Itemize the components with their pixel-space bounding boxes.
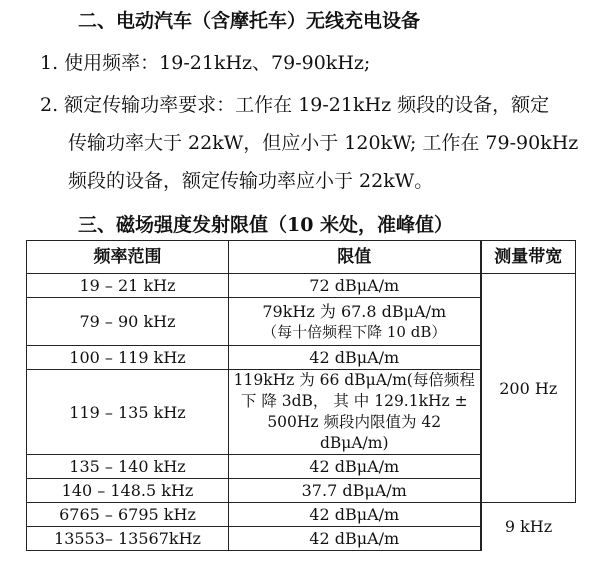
cell-bandwidth-9khz: 9 kHz: [481, 503, 576, 551]
header-bandwidth: 测量带宽: [481, 241, 576, 274]
limit-line: 37.7 dBμA/m: [301, 481, 407, 500]
cell-limit: [229, 455, 481, 479]
limit-line: 72 dBμA/m: [309, 276, 400, 295]
header-frequency-range: 频率范围: [27, 241, 229, 274]
item-frequency: 1. 使用频率：19-21kHz、79-90kHz;: [40, 52, 371, 74]
limit-line: 42 dBμA/m: [309, 529, 400, 548]
table-row: [27, 274, 576, 298]
limit-line: 下 降 3dB， 其 中 129.1kHz ±: [240, 392, 468, 410]
limit-line: 79kHz 为 67.8 dBμA/m: [262, 301, 447, 321]
cell-frequency: 100 – 119 kHz: [27, 346, 229, 370]
cell-limit: [229, 479, 481, 503]
cell-limit: [229, 527, 481, 551]
cell-limit: [229, 370, 481, 455]
header-limit: 限值: [229, 241, 481, 274]
item-power-line-2: 传输功率大于 22kW，但应小于 120kW; 工作在 79-90kHz: [68, 132, 579, 154]
cell-limit: [229, 503, 481, 527]
cell-bandwidth-200hz: 200 Hz: [481, 274, 576, 503]
cell-frequency: 140 – 148.5 kHz: [27, 479, 229, 503]
cell-limit: [229, 298, 481, 346]
cell-limit: [229, 346, 481, 370]
section-heading-limits: 三、磁场强度发射限值（10 米处，准峰值）: [78, 214, 454, 236]
limits-table: [26, 240, 576, 551]
limit-line: 119kHz 为 66 dBμA/m(每倍频程: [233, 371, 475, 389]
cell-frequency: 79 – 90 kHz: [27, 298, 229, 346]
cell-frequency: 19 – 21 kHz: [27, 274, 229, 298]
limit-line: 42 dBμA/m: [309, 348, 400, 367]
cell-frequency: 135 – 140 kHz: [27, 455, 229, 479]
cell-frequency: 119 – 135 kHz: [27, 370, 229, 455]
limit-line: （每十倍频程下降 10 dB）: [262, 322, 447, 341]
item-power-line-3: 频段的设备，额定传输功率应小于 22kW。: [68, 170, 434, 192]
limit-line: 42 dBμA/m: [309, 457, 400, 476]
limit-line: 500Hz 频段内限值为 42 dBμA/m): [267, 413, 442, 452]
table-row: [27, 503, 576, 527]
section-heading-wireless-charging: 二、电动汽车（含摩托车）无线充电设备: [78, 10, 421, 32]
item-power-line-1: 2. 额定传输功率要求：工作在 19-21kHz 频段的设备，额定: [40, 94, 550, 116]
cell-frequency: 6765 – 6795 kHz: [27, 503, 229, 527]
cell-frequency: 13553– 13567kHz: [27, 527, 229, 551]
table-header-row: [27, 241, 576, 274]
cell-limit: [229, 274, 481, 298]
limit-line: 42 dBμA/m: [309, 505, 400, 524]
